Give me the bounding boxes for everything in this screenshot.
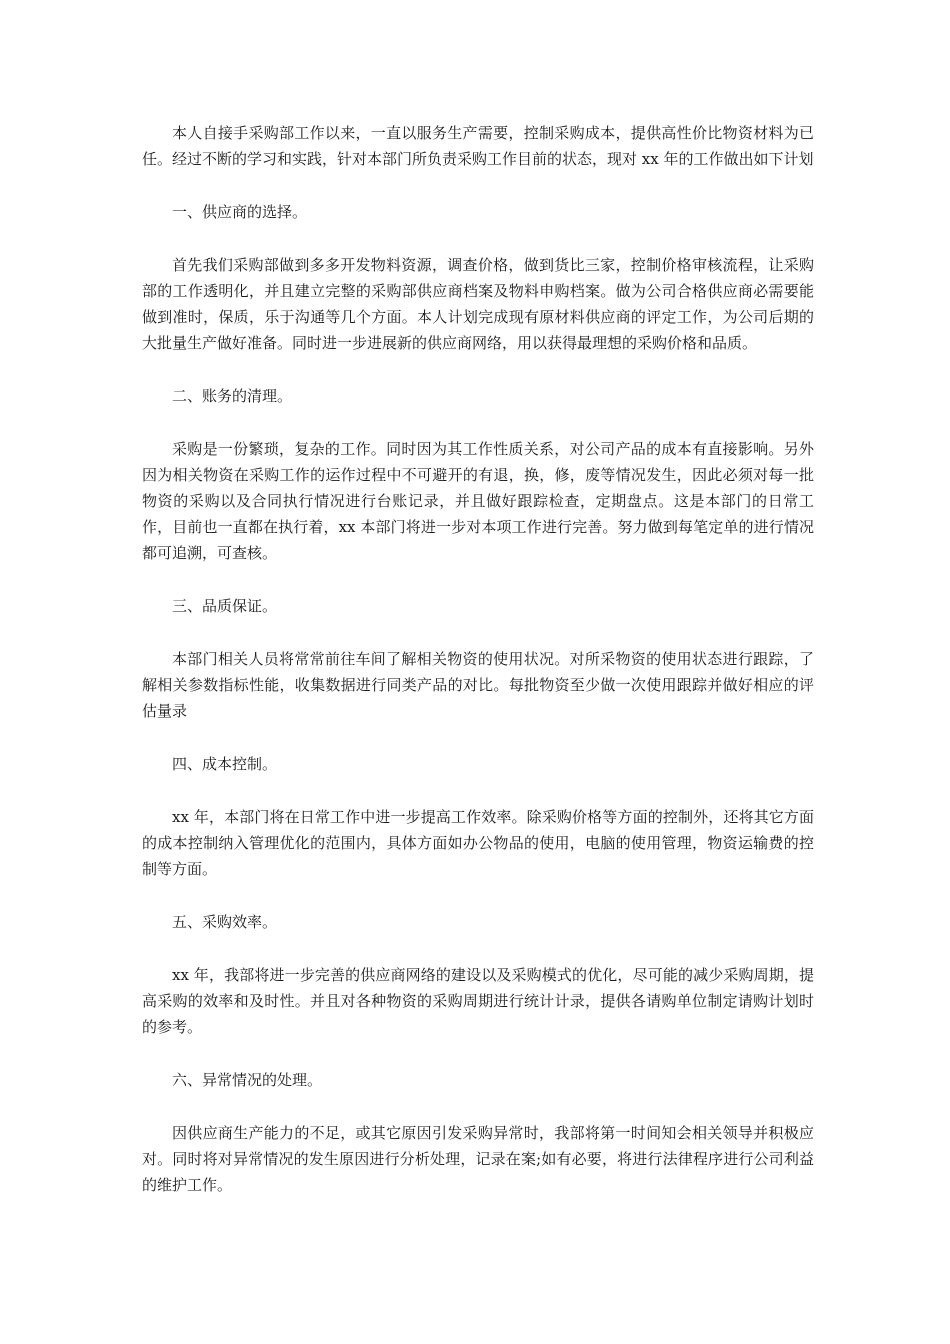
section-heading-2: 二、账务的清理。 [172, 387, 293, 405]
section-heading-3: 三、品质保证。 [172, 597, 278, 615]
section-heading-6: 六、异常情况的处理。 [172, 1071, 323, 1089]
section-body-3: 本部门相关人员将常常前往车间了解相关物资的使用状况。对所采物资的使用状态进行跟踪，了解相关参数指标性能，收集数据进行同类产品的对比。每批物资至少做一次使用跟踪并做好相应的评估量录 [142, 650, 814, 720]
section-body-6: 因供应商生产能力的不足，或其它原因引发采购异常时，我部将第一时间知会相关领导并积极应对。同时将对异常情况的发生原因进行分析处理，记录在案;如有必要，将进行法律程序进行公司利益的维护工作。 [142, 1124, 814, 1194]
section-body-5: xx 年，我部将进一步完善的供应商网络的建设以及采购模式的优化，尽可能的减少采购周期，提高采购的效率和及时性。并且对各种物资的采购周期进行统计计录，提供各请购单位制定请购计划时的参考。 [142, 966, 814, 1036]
section-heading-4: 四、成本控制。 [172, 755, 278, 773]
section-body-1: 首先我们采购部做到多多开发物料资源，调查价格，做到货比三家，控制价格审核流程，让采购部的工作透明化，并且建立完整的采购部供应商档案及物料申购档案。做为公司合格供应商必需要能做到准时，保质，乐于沟通等几个方面。本人计划完成现有原材料供应商的评定工作，为公司后期的大批量生产做好准备。同时进一步进展新的供应商网络，用以获得最理想的采购价格和品质。 [142, 256, 814, 352]
section-body-4: xx 年，本部门将在日常工作中进一步提高工作效率。除采购价格等方面的控制外，还将其它方面的成本控制纳入管理优化的范围内，具体方面如办公物品的使用，电脑的使用管理，物资运输费的控制等方面。 [142, 808, 814, 878]
section-heading-1: 一、供应商的选择。 [172, 203, 308, 221]
section-body-2: 采购是一份繁琐，复杂的工作。同时因为其工作性质关系，对公司产品的成本有直接影响。另外因为相关物资在采购工作的运作过程中不可避开的有退，换，修，废等情况发生，因此必须对每一批物资的采购以及合同执行情况进行台账记录，并且做好跟踪检查，定期盘点。这是本部门的日常工作，目前也一直都在执行着，xx 本部门将进一步对本项工作进行完善。努力做到每笔定单的进行情况都可追溯，可查核。 [142, 440, 814, 562]
document-body [142, 120, 814, 1225]
intro-paragraph: 本人自接手采购部工作以来，一直以服务生产需要，控制采购成本，提供高性价比物资材料为已任。经过不断的学习和实践，针对本部门所负责采购工作目前的状态，现对 xx 年的工作做出如下计划 [142, 124, 814, 168]
section-heading-5: 五、采购效率。 [172, 913, 278, 931]
